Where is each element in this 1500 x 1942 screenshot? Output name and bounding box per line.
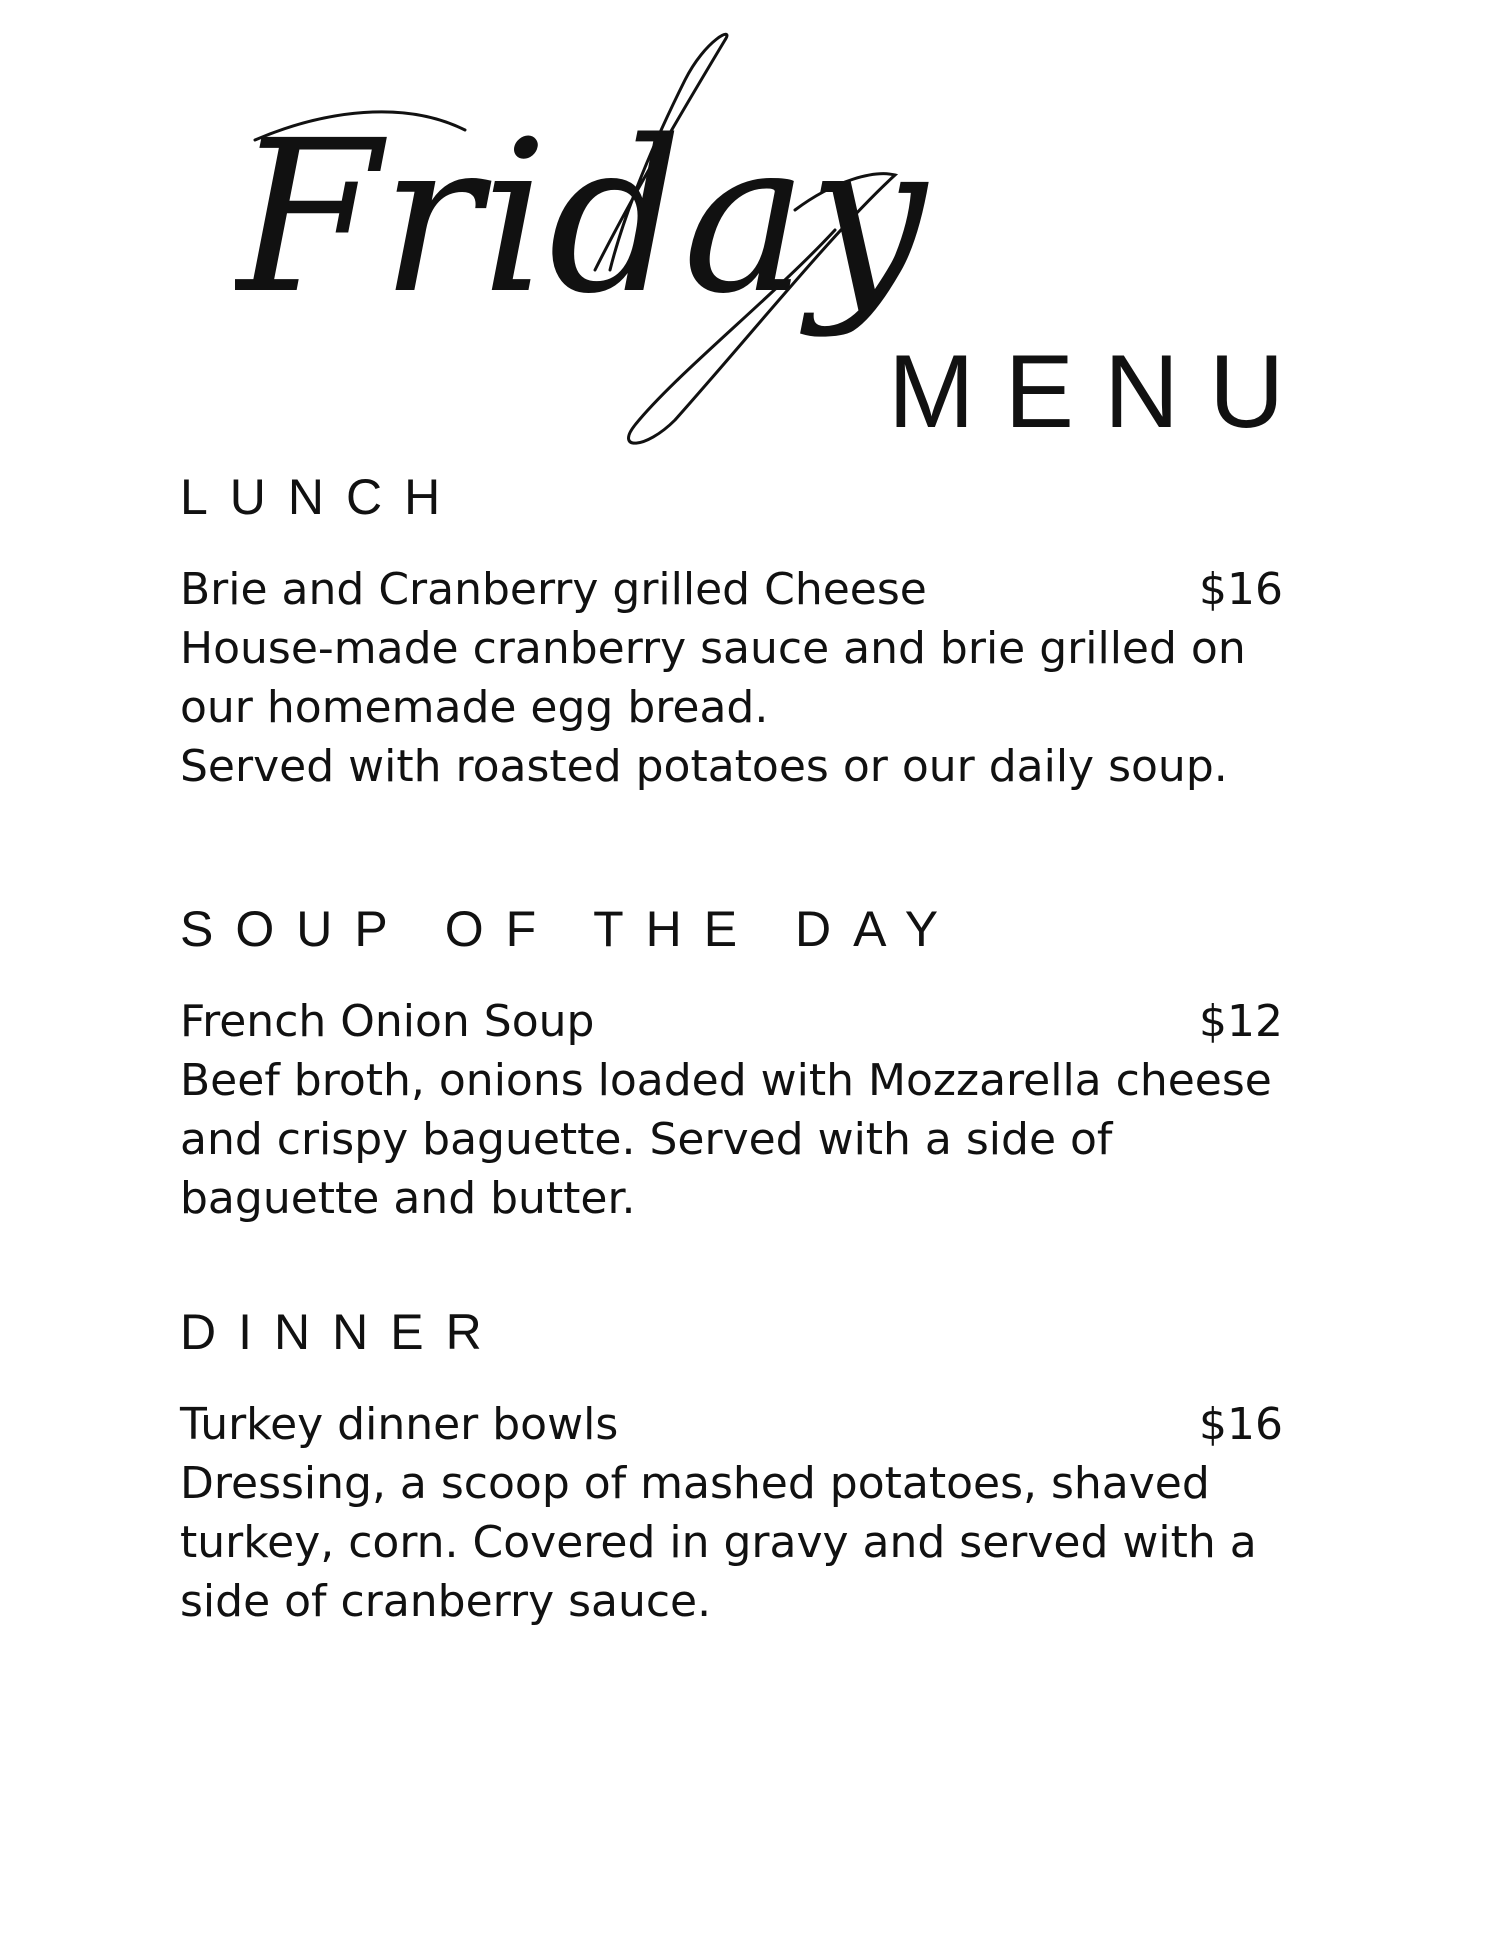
menu-heading: MENU: [888, 334, 1315, 450]
lunch-item-description: [180, 619, 1300, 796]
dinner-item-description: [180, 1454, 1300, 1631]
description-line: Beef broth, onions loaded with Mozzarella cheese: [180, 1055, 1272, 1106]
lunch-item-name: Brie and Cranberry grilled Cheese: [180, 564, 927, 615]
description-line: Dressing, a scoop of mashed potatoes, shaved: [180, 1458, 1210, 1509]
section-heading-soup: SOUP OF THE DAY: [180, 901, 961, 957]
soup-item-description: [180, 1051, 1300, 1228]
soup-item-name: French Onion Soup: [180, 996, 595, 1047]
description-line: and crispy baguette. Served with a side of: [180, 1114, 1113, 1165]
dinner-item-price: $16: [1199, 1399, 1283, 1450]
script-title-text: Friday: [235, 95, 927, 340]
description-line: turkey, corn. Covered in gravy and served with a: [180, 1517, 1257, 1568]
section-heading-lunch: LUNCH: [180, 469, 463, 525]
description-line: side of cranberry sauce.: [180, 1576, 712, 1627]
description-line: baguette and butter.: [180, 1173, 636, 1224]
description-line: Served with roasted potatoes or our daily soup.: [180, 741, 1228, 792]
soup-item-price: $12: [1199, 996, 1283, 1047]
lunch-item-price: $16: [1199, 564, 1283, 615]
description-line: House-made cranberry sauce and brie grilled on: [180, 623, 1246, 674]
section-heading-dinner: DINNER: [180, 1304, 504, 1360]
description-line: our homemade egg bread.: [180, 682, 769, 733]
dinner-item-name: Turkey dinner bowls: [180, 1399, 619, 1450]
